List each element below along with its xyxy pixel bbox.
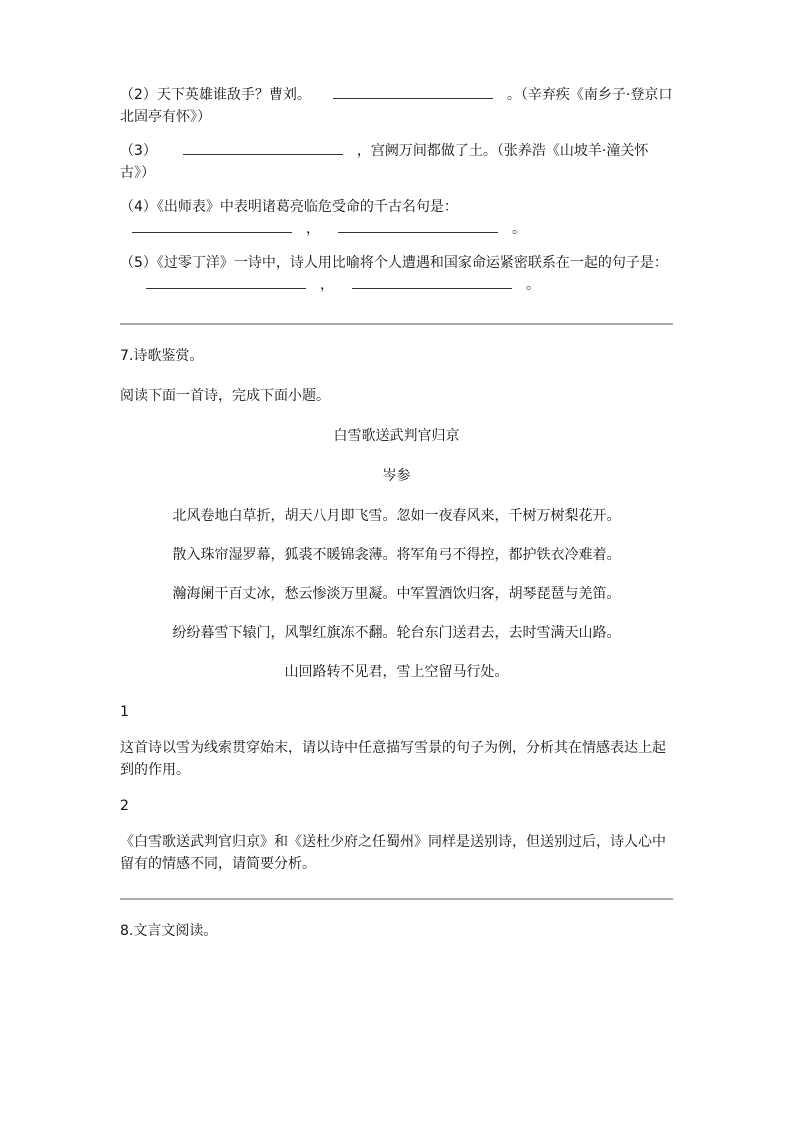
answer-blank[interactable]: [183, 140, 343, 155]
q4-period: 。: [512, 221, 526, 237]
section7-heading: 7.诗歌鉴赏。: [120, 348, 204, 364]
poem-author: 岑参: [382, 468, 411, 484]
fill-blank-q2: [120, 84, 673, 128]
q3-prefix: （3）: [120, 143, 157, 159]
poem-line: 北风卷地白草折，胡天八月即飞雪。忽如一夜春风来，千树万树梨花开。: [172, 508, 621, 524]
q3-suffix: ，宫阙万间都做了土。（张养浩《山坡羊·潼关怀古》）: [120, 143, 649, 181]
q4-text: （4）《出师表》中表明诸葛亮临危受命的千古名句是：: [120, 199, 458, 215]
answer-blank[interactable]: [333, 84, 493, 99]
question-number: 1: [120, 704, 129, 720]
poem-line: 纷纷暮雪下辕门，风掣红旗冻不翻。轮台东门送君去，去时雪满天山路。: [172, 625, 621, 641]
fill-blank-q5: [120, 252, 673, 296]
q5-comma: ，: [320, 277, 334, 293]
section-divider: [120, 323, 673, 325]
fill-blank-q4-answers: [120, 218, 673, 240]
q2-suffix: 。（辛弃疾《南乡子·登京口北固亭有怀》）: [120, 87, 673, 125]
poem-line: 山回路转不见君，雪上空留马行处。: [284, 664, 509, 680]
poem-line: 散入珠帘湿罗幕，狐裘不暖锦衾薄。将军角弓不得控，都护铁衣冷难着。: [172, 547, 621, 563]
section7-instruction: 阅读下面一首诗，完成下面小题。: [120, 388, 330, 404]
question-number: 2: [120, 798, 129, 814]
answer-blank[interactable]: [146, 274, 306, 289]
q5-text: （5）《过零丁洋》一诗中，诗人用比喻将个人遭遇和国家命运紧密联系在一起的句子是：: [120, 255, 668, 271]
poem-title: 白雪歌送武判官归京: [333, 428, 460, 444]
fill-blank-q3: [120, 140, 673, 184]
q4-comma: ，: [306, 221, 320, 237]
answer-blank[interactable]: [132, 218, 292, 233]
question-text: 这首诗以雪为线索贯穿始末，请以诗中任意描写雪景的句子为例，分析其在情感表达上起到的作用。: [120, 740, 666, 778]
question-text: 《白雪歌送武判官归京》和《送杜少府之任蜀州》同样是送别诗，但送别过后，诗人心中留有的情感不同，请简要分析。: [120, 834, 666, 872]
q5-period: 。: [526, 277, 540, 293]
section8-heading: 8.文言文阅读。: [120, 923, 218, 939]
section-divider: [120, 898, 673, 900]
answer-blank[interactable]: [352, 274, 512, 289]
document-page: [120, 84, 673, 942]
q2-prefix: （2）天下英雄谁敌手？曹刘。: [120, 87, 311, 103]
poem-line: 瀚海阑干百丈冰，愁云惨淡万里凝。中军置酒饮归客，胡琴琵琶与羌笛。: [172, 586, 621, 602]
answer-blank[interactable]: [338, 218, 498, 233]
fill-blank-q4: [120, 196, 673, 218]
